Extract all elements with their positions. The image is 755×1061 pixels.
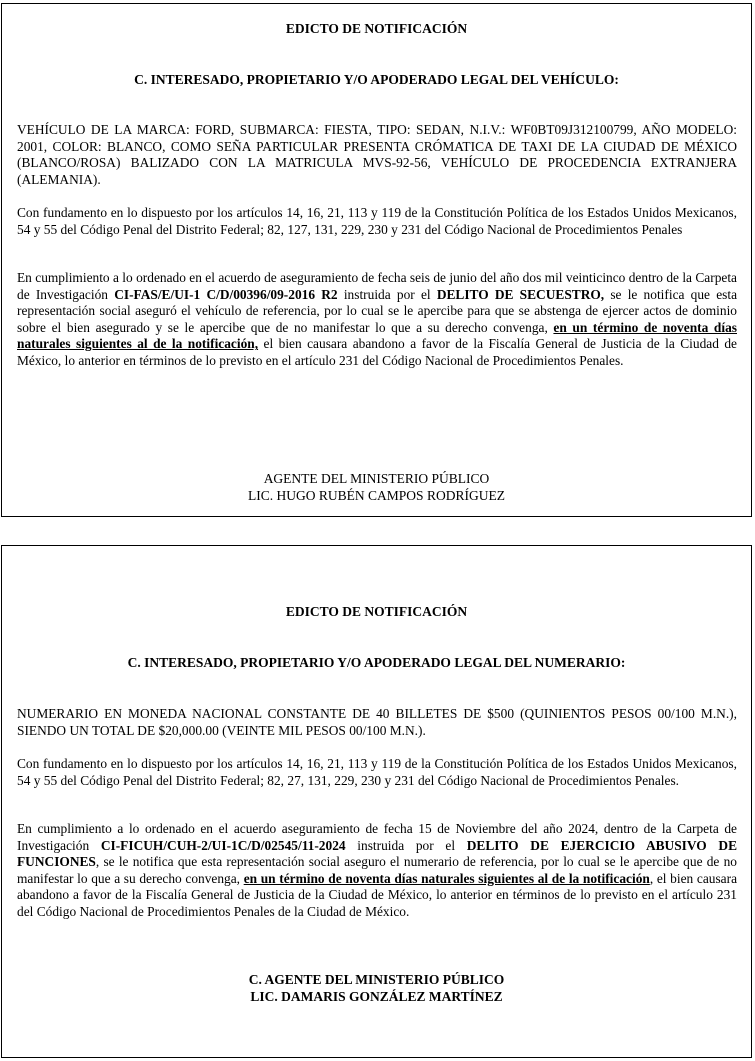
case-number: CI-FAS/E/UI-1 C/D/00396/09-2016 R2: [114, 286, 338, 302]
asset-description: VEHÍCULO DE LA MARCA: FORD, SUBMARCA: FIESTA, TIPO: SEDAN, N.I.V.: WF0BT09J312100799, AÑO MODELO: 2001, COLOR: BLANCO, COMO SEÑA PARTICULAR PRESENTA CRÓMATICA DE TAXI DE LA CIUDAD DE MÉXICO (BLANCO/ROSA) BALIZADO CON LA MATRICULA MVS-92-56, VEHÍCULO DE PROCEDENCIA EXTRANJERA (ALEMANIA).: [17, 122, 737, 187]
edict-addressee: C. INTERESADO, PROPIETARIO Y/O APODERADO LEGAL DEL VEHÍCULO:: [134, 72, 619, 87]
edict-addressee: C. INTERESADO, PROPIETARIO Y/O APODERADO LEGAL DEL NUMERARIO:: [127, 655, 626, 670]
notice-text: el bien causara abandono a favor de la Fiscalía General de Justicia de la Ciudad de México, lo anterior en términos de lo previsto en el artículo 231 del Código Nacional de Procedimientos Penales.: [17, 336, 737, 368]
notice-text: , el bien causara abandono a favor de la Fiscalía General de Justicia de la Ciudad de México, lo anterior en términos de lo previsto en el artículo 231 del Código Nacional de Procedimientos Penales de la Ciudad de México.: [17, 870, 738, 919]
notice-paragraph: [17, 821, 737, 921]
notice-text: En cumplimiento a lo ordenado en el acuerdo de aseguramiento de fecha seis de junio del año dos mil veinticinco dentro de la Carpeta de Investigación: [17, 270, 737, 302]
edict-title: EDICTO DE NOTIFICACIÓN: [285, 21, 468, 36]
signature-role: C. AGENTE DEL MINISTERIO PÚBLICO: [248, 972, 505, 987]
legal-basis: Con fundamento en lo dispuesto por los artículos 14, 16, 21, 113 y 119 de la Constitución Política de los Estados Unidos Mexicanos, 54 y 55 del Código Penal del Distrito Federal; 82, 127, 131, 229, 230 y 231 del Código Nacional de Procedimientos Penales: [17, 205, 737, 237]
asset-description: NUMERARIO EN MONEDA NACIONAL CONSTANTE DE 40 BILLETES DE $500 (QUINIENTOS PESOS 00/100 M.N.), SIENDO UN TOTAL DE $20,000.00 (VEINTE MIL PESOS 00/100 M.N.).: [17, 706, 737, 738]
signature-name: LIC. DAMARIS GONZÁLEZ MARTÍNEZ: [250, 989, 503, 1004]
case-number: CI-FICUH/CUH-2/UI-1C/D/02545/11-2024: [100, 837, 346, 853]
signature-role: AGENTE DEL MINISTERIO PÚBLICO: [263, 471, 490, 486]
notice-text: instruida por el: [345, 837, 467, 853]
notice-text: instruida por el: [337, 286, 437, 302]
notice-text: se le notifica que esta representación social aseguró el vehículo de referencia, por lo cual se le apercibe para que se abstenga de ejercer actos de dominio sobre el bien asegurado y se le apercibe que de no manifestar lo que a su derecho convenga,: [17, 286, 738, 335]
notice-text: En cumplimiento a lo ordenado en el acuerdo aseguramiento de fecha 15 de Noviembre del año 2024, dentro de la Carpeta de Investigación: [17, 821, 737, 853]
crime-name: DELITO DE SECUESTRO,: [436, 286, 605, 302]
notice-paragraph: [17, 270, 737, 370]
crime-name: DELITO DE EJERCICIO ABUSIVO DE FUNCIONES: [17, 837, 737, 870]
legal-basis: Con fundamento en lo dispuesto por los artículos 14, 16, 21, 113 y 119 de la Constitución Política de los Estados Unidos Mexicanos, 54 y 55 del Código Penal del Distrito Federal; 82, 27, 131, 229, 230 y 231 del Código Nacional de Procedimientos Penales.: [17, 756, 737, 788]
deadline-text: en un término de noventa días naturales siguientes al de la notificación: [243, 870, 650, 886]
edict-title: EDICTO DE NOTIFICACIÓN: [285, 604, 468, 619]
deadline-text: en un término de noventa días naturales siguientes al de la notificación,: [17, 319, 737, 352]
notice-text: , se le notifica que esta representación social aseguro el numerario de referencia, por lo cual se le apercibe que de no manifestar lo que a su derecho convenga,: [17, 854, 737, 886]
edict-notice-vehicle: [1, 3, 752, 517]
edict-notice-cash: [1, 545, 752, 1058]
signature-name: LIC. HUGO RUBÉN CAMPOS RODRÍGUEZ: [248, 488, 505, 503]
